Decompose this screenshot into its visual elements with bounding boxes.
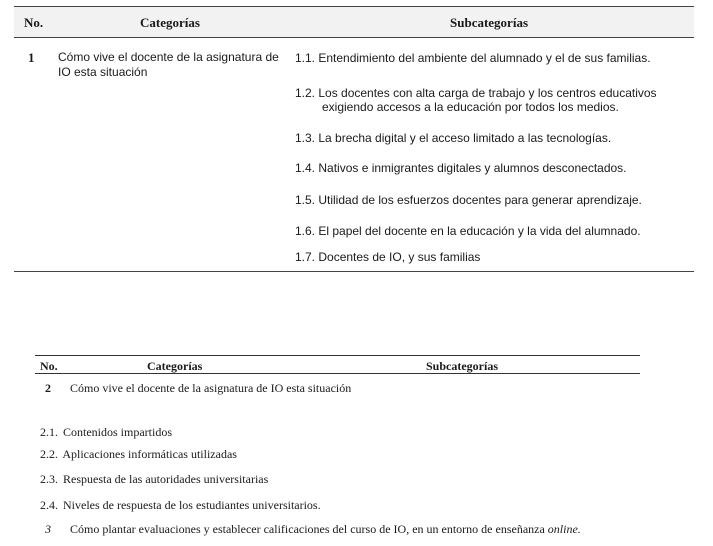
- table1-header-no: No.: [24, 15, 44, 30]
- table2-subcategory-2-4: 2.4. Niveles de respuesta de los estudiantes universitarios.: [40, 498, 321, 512]
- table1-row-number: 1: [28, 50, 35, 65]
- table1-row-category: Cómo vive el docente de la asignatura de IO esta situación: [58, 50, 279, 79]
- table1-subcategory-1-2-line2: exigiendo accesos a la educación por todos los medios.: [322, 100, 619, 114]
- table2-subcategory-2-3: 2.3. Respuesta de las autoridades universitarias: [40, 472, 269, 486]
- table1-subcategory-1-1: 1.1. Entendimiento del ambiente del alumnado y el de sus familias.: [295, 51, 651, 65]
- table2-header-subcategorias: Subcategorías: [426, 359, 498, 373]
- table1-header: [14, 6, 694, 38]
- table2-header-categorias: Categorías: [147, 359, 203, 373]
- table1-subcategory-1-4: 1.4. Nativos e inmigrantes digitales y alumnos desconectados.: [295, 161, 627, 175]
- table2-row3-category: Cómo plantar evaluaciones y establecer calificaciones del curso de IO, en un entorno de enseñanza online.: [70, 522, 581, 536]
- table1-subcategory-1-7: 1.7. Docentes de IO, y sus familias: [295, 250, 481, 264]
- table1-subcategory-1-6: 1.6. El papel del docente en la educación y la vida del alumnado.: [295, 224, 641, 238]
- table1-bottom-rule: [14, 271, 694, 272]
- table2-row3-number: 3: [45, 522, 51, 536]
- table1-subcategory-1-3: 1.3. La brecha digital y el acceso limitado a las tecnologías.: [295, 131, 612, 145]
- table1-subcategory-1-2-line1: 1.2. Los docentes con alta carga de trabajo y los centros educativos: [295, 86, 657, 100]
- table2-subcategory-2-2: 2.2. Aplicaciones informáticas utilizadas: [40, 447, 237, 461]
- table1-header-subcategorias: Subcategorías: [450, 15, 528, 30]
- table2-header-rule: [35, 373, 640, 374]
- table2-top-rule: [35, 355, 640, 356]
- table2-row2-number: 2: [45, 381, 51, 395]
- table1-subcategory-1-2: [295, 86, 657, 114]
- table1-header-categorias: Categorías: [140, 15, 200, 30]
- table1-subcategory-1-5: 1.5. Utilidad de los esfuerzos docentes para generar aprendizaje.: [295, 193, 642, 207]
- table2-subcategory-2-1: 2.1. Contenidos impartidos: [40, 425, 172, 439]
- table2-header-no: No.: [40, 359, 58, 373]
- table2-row2-category: Cómo vive el docente de la asignatura de IO esta situación: [70, 381, 352, 395]
